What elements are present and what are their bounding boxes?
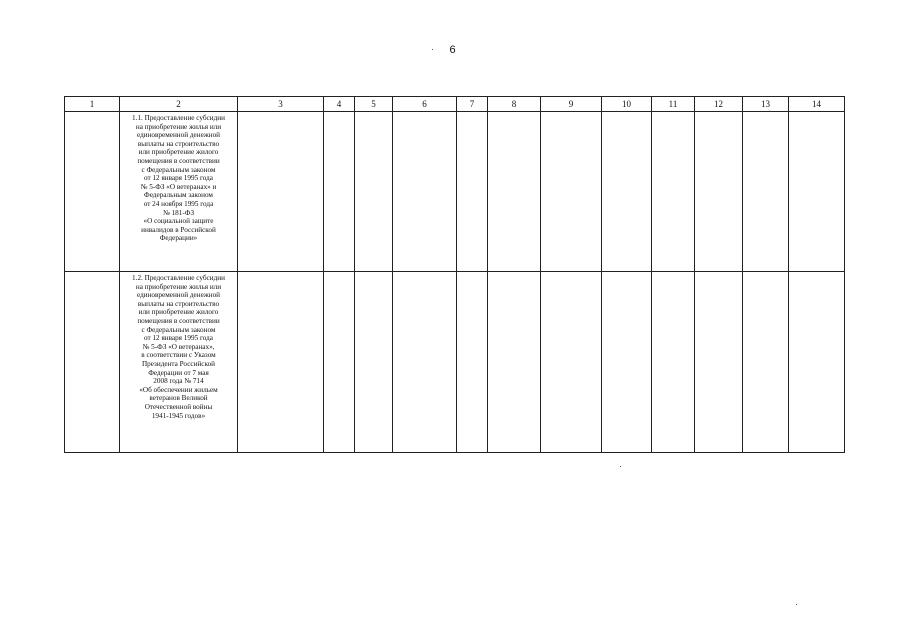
description-line: от 12 января 1995 года: [144, 334, 213, 343]
table-cell: [789, 112, 845, 272]
scan-speck: [796, 604, 797, 605]
description-line: Президента Российской: [141, 359, 216, 368]
description-line: или приобретение жилого: [138, 148, 219, 157]
description-line: единовременной денежной: [136, 131, 221, 140]
description-line: выплаты на строительство: [137, 139, 220, 148]
description-line: 1.2. Предоставление субсидии: [132, 274, 225, 282]
description-line: помещения в соответствии: [137, 156, 220, 165]
table-cell: [789, 272, 845, 453]
column-header: 10: [602, 97, 652, 112]
table-cell: [541, 272, 602, 453]
table-cell: [393, 112, 457, 272]
description-line: № 5-ФЗ «О ветеранах»,: [142, 342, 215, 351]
program-table: [64, 96, 845, 453]
description-line: помещения в соответствии: [137, 316, 220, 325]
table-cell: [743, 272, 789, 453]
measure-description: [120, 112, 238, 272]
table-cell: [652, 272, 695, 453]
table-cell: [488, 272, 541, 453]
column-header: 5: [355, 97, 393, 112]
table-cell: [65, 272, 120, 453]
column-header: 12: [695, 97, 743, 112]
table-cell: [324, 112, 355, 272]
column-header: 6: [393, 97, 457, 112]
description-line: на приобретение жилья или: [135, 282, 222, 291]
column-header: 14: [789, 97, 845, 112]
table-row: [65, 272, 845, 453]
description-line: Федерации от 7 мая: [148, 368, 209, 377]
description-line: 1.1. Предоставление субсидии: [132, 114, 225, 122]
description-line: № 181-ФЗ: [162, 208, 195, 217]
scan-speck: [620, 466, 621, 467]
description-line: Отечественной войны: [144, 402, 213, 411]
description-line: «Об обеспечении жильем: [139, 385, 218, 394]
table-cell: [238, 272, 324, 453]
header-row: [65, 97, 845, 112]
table-cell: [743, 112, 789, 272]
column-header: 7: [457, 97, 488, 112]
column-header: 1: [65, 97, 120, 112]
description-line: на приобретение жилья или: [135, 122, 222, 131]
description-line: Федерации»: [159, 234, 198, 243]
description-line: с Федеральным законом: [141, 325, 216, 334]
description-line: инвалидов в Российской: [141, 225, 216, 234]
table-cell: [602, 112, 652, 272]
table-cell: [541, 112, 602, 272]
description-line: Федеральным законом: [144, 191, 213, 200]
description-line: от 24 ноября 1995 года: [143, 199, 214, 208]
column-header: 8: [488, 97, 541, 112]
description-line: выплаты на строительство: [137, 299, 220, 308]
table-cell: [652, 112, 695, 272]
column-header: 11: [652, 97, 695, 112]
scan-speck: [432, 49, 433, 50]
description-line: в соответствии с Указом: [141, 351, 216, 360]
table-cell: [65, 112, 120, 272]
column-header: 2: [120, 97, 238, 112]
table-cell: [457, 112, 488, 272]
description-line: единовременной денежной: [136, 291, 221, 300]
description-line: с Федеральным законом: [141, 165, 216, 174]
column-header: 13: [743, 97, 789, 112]
table-row: [65, 112, 845, 272]
table-cell: [393, 272, 457, 453]
description-line: «О социальной защите: [143, 217, 214, 226]
table-cell: [457, 272, 488, 453]
table-cell: [488, 112, 541, 272]
description-line: 1941-1945 годов»: [151, 411, 206, 420]
description-line: от 12 января 1995 года: [144, 174, 213, 183]
column-header: 9: [541, 97, 602, 112]
table-cell: [695, 112, 743, 272]
description-line: ветеранов Великой: [149, 394, 208, 403]
table-cell: [355, 272, 393, 453]
table-cell: [355, 112, 393, 272]
table-cell: [602, 272, 652, 453]
description-line: № 5-ФЗ «О ветеранах» и: [140, 182, 217, 191]
table-cell: [324, 272, 355, 453]
description-line: или приобретение жилого: [138, 308, 219, 317]
description-line: 2008 года № 714: [153, 377, 204, 386]
column-header: 4: [324, 97, 355, 112]
page-number: 6: [449, 44, 456, 56]
table-cell: [695, 272, 743, 453]
measure-description: [120, 272, 238, 453]
column-header: 3: [238, 97, 324, 112]
table-cell: [238, 112, 324, 272]
